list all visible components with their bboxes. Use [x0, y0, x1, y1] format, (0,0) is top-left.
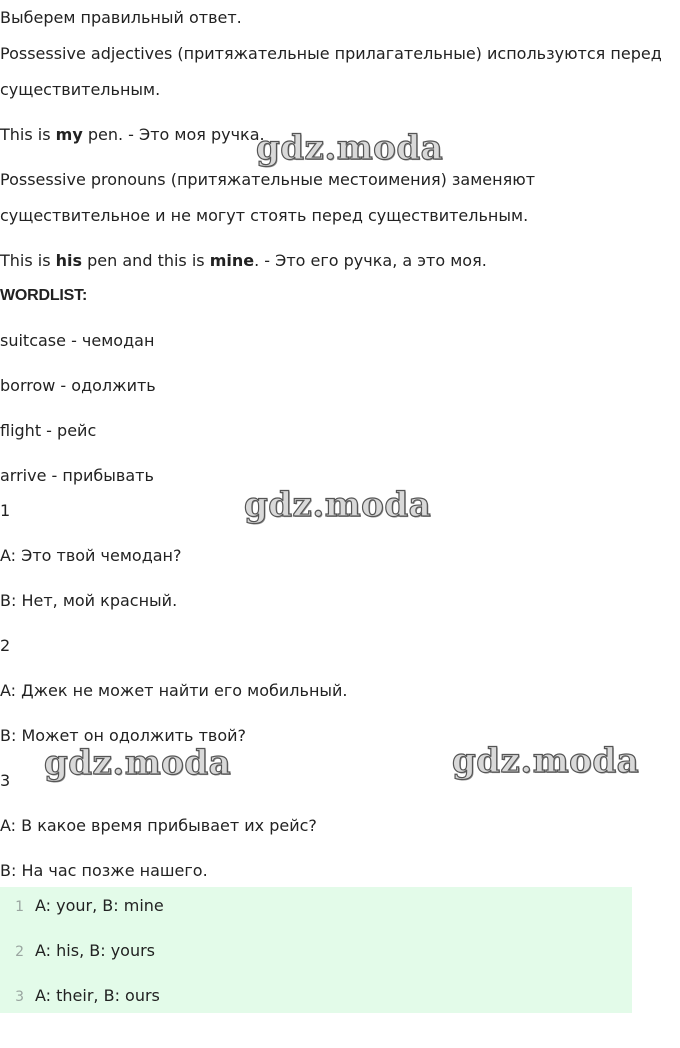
answer-row [0, 895, 164, 918]
dialog-number: 1 [0, 501, 11, 520]
answer-text: A: their, B: ours [35, 986, 160, 1005]
example-2-part-e: . - Это его ручка, а это моя. [254, 251, 487, 270]
intro-line-6: существительное и не могут стоять перед существительным. [0, 206, 529, 225]
intro-line-2: Possessive adjectives (притяжательные прилагательные) используются перед [0, 44, 662, 63]
example-1-prefix: This is [0, 125, 56, 144]
example-2-keyword-mine: mine [209, 251, 255, 270]
example-sentence-2 [0, 250, 487, 272]
answer-number: 2 [15, 944, 24, 960]
watermark-logo: gdz.moda [244, 485, 432, 525]
dialog-line-b: B: Нет, мой красный. [0, 591, 178, 610]
answer-row [0, 940, 155, 963]
intro-line-5: Possessive pronouns (притяжательные местоимения) заменяют [0, 170, 536, 189]
answer-row [0, 985, 160, 1008]
dialog-line-b: B: На час позже нашего. [0, 861, 208, 880]
example-2-part-a: This is [0, 251, 56, 270]
example-sentence-1 [0, 124, 265, 146]
dialog-number: 2 [0, 636, 11, 655]
dialog-line-a: A: Джек не может найти его мобильный. [0, 681, 348, 700]
watermark-logo: gdz.moda [44, 743, 232, 783]
wordlist-item: suitcase - чемодан [0, 331, 155, 350]
dialog-number: 3 [0, 771, 11, 790]
answer-text: A: his, B: yours [35, 941, 155, 960]
watermark-logo: gdz.moda [452, 741, 640, 781]
wordlist-item: borrow - одолжить [0, 376, 156, 395]
wordlist-item: arrive - прибывать [0, 466, 154, 485]
example-2-keyword-his: his [55, 251, 83, 270]
dialog-line-a: A: Это твой чемодан? [0, 546, 182, 565]
answers-box [0, 887, 632, 1013]
wordlist-heading: WORDLIST: [0, 287, 88, 304]
example-1-suffix: pen. - Это моя ручка. [82, 125, 265, 144]
watermark-logo: gdz.moda [256, 128, 444, 168]
answer-text: A: your, B: mine [35, 896, 164, 915]
answer-number: 3 [15, 989, 24, 1005]
intro-line-3: существительным. [0, 80, 161, 99]
dialog-line-b: B: Может он одолжить твой? [0, 726, 246, 745]
wordlist-item: flight - рейс [0, 421, 97, 440]
answer-number: 1 [15, 899, 24, 915]
intro-line-1: Выберем правильный ответ. [0, 8, 242, 27]
example-2-part-c: pen and this is [82, 251, 210, 270]
example-1-keyword: my [55, 125, 83, 144]
dialog-line-a: A: В какое время прибывает их рейс? [0, 816, 317, 835]
